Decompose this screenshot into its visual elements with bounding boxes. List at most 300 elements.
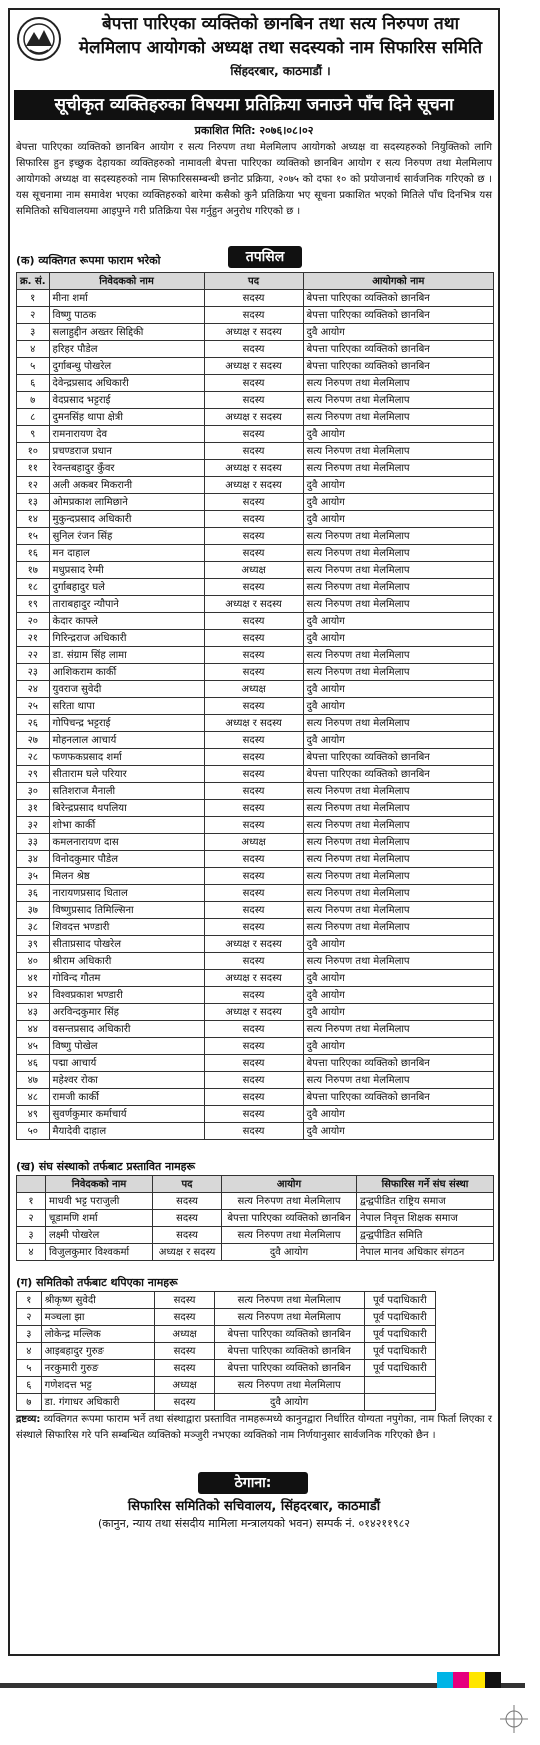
table-cell: सदस्य	[155, 1343, 214, 1360]
table-cell: मोहनलाल आचार्य	[49, 732, 204, 749]
table-row	[17, 545, 494, 562]
table-cell: बेपत्ता पारिएका व्यक्तिको छानबिन	[303, 1055, 493, 1072]
registration-mark-icon	[500, 1705, 528, 1733]
col-commission: आयोग	[222, 1176, 357, 1193]
table-cell: बेपत्ता पारिएका व्यक्तिको छानबिन	[214, 1326, 364, 1343]
table-cell: सत्य निरुपण तथा मेलमिलाप	[303, 953, 493, 970]
table-cell: हरिहर पौडेल	[49, 341, 204, 358]
table-cell: अध्यक्ष	[155, 1326, 214, 1343]
table-cell: सुवर्णकुमार कर्माचार्य	[49, 1106, 204, 1123]
table-row	[17, 511, 494, 528]
table-cell: शोभा कार्की	[49, 817, 204, 834]
table-cell: लक्ष्मी पोखरेल	[46, 1227, 153, 1244]
table-cell: रेवन्तबहादुर कुँवर	[49, 460, 204, 477]
table-cell: मञ्चला झा	[41, 1309, 155, 1326]
table-cell: अध्यक्ष	[204, 834, 303, 851]
table-cell: युवराज सुवेदी	[49, 681, 204, 698]
table-cell: अध्यक्ष र सदस्य	[153, 1244, 222, 1261]
table-row	[17, 1106, 494, 1123]
table-cell: सदस्य	[204, 1123, 303, 1140]
nepal-emblem-icon	[16, 16, 62, 62]
table-cell: २९	[17, 766, 50, 783]
table-row	[17, 749, 494, 766]
table-cell: पूर्व पदाधिकारी	[364, 1309, 435, 1326]
table-cell: मुकुन्दप्रसाद अधिकारी	[49, 511, 204, 528]
table-cell: ५	[17, 358, 50, 375]
table-row	[17, 834, 494, 851]
table-cell	[364, 1394, 435, 1411]
table-cell: दुवै आयोग	[214, 1394, 364, 1411]
table-cell: फणफकप्रसाद शर्मा	[49, 749, 204, 766]
table-cell: ९	[17, 426, 50, 443]
section-b-label: (ख) संघ संस्थाको तर्फबाट प्रस्तावित नामहरू	[16, 1160, 196, 1173]
table-cell: २१	[17, 630, 50, 647]
table-cell: अली अकबर मिकरानी	[49, 477, 204, 494]
table-cell: विश्वप्रकाश भण्डारी	[49, 987, 204, 1004]
table-row	[17, 1394, 436, 1411]
table-cell: सदस्य	[204, 953, 303, 970]
table-cell: सत्य निरुपण तथा मेलमिलाप	[303, 647, 493, 664]
col-organization: सिफारिस गर्ने संघ संस्था	[357, 1176, 494, 1193]
table-cell: ३४	[17, 851, 50, 868]
table-cell: सदस्य	[204, 919, 303, 936]
table-cell: डा. संग्राम सिंह लामा	[49, 647, 204, 664]
table-cell: गोपिचन्द्र भट्टराई	[49, 715, 204, 732]
table-cell: दुवै आयोग	[303, 613, 493, 630]
table-cell: सदस्य	[204, 1072, 303, 1089]
table-row	[17, 1055, 494, 1072]
table-row	[17, 902, 494, 919]
table-cell: सदस्य	[204, 494, 303, 511]
table-cell: ३९	[17, 936, 50, 953]
committee-title-line1: बेपत्ता पारिएका व्यक्तिको छानबिन तथा सत्य निरुपण तथा	[102, 14, 459, 34]
table-cell: सदस्य	[204, 817, 303, 834]
table-cell: सत्य निरुपण तथा मेलमिलाप	[303, 392, 493, 409]
table-cell: लोकेन्द्र मल्लिक	[41, 1326, 155, 1343]
table-cell: अध्यक्ष	[155, 1377, 214, 1394]
color-swatch	[453, 1672, 469, 1688]
table-cell: अरविन्दकुमार सिंह	[49, 1004, 204, 1021]
table-cell: ४	[17, 341, 50, 358]
table-cell: पूर्व पदाधिकारी	[364, 1326, 435, 1343]
table-cell: सत्य निरुपण तथा मेलमिलाप	[303, 664, 493, 681]
table-cell: गिरिन्द्रराज अधिकारी	[49, 630, 204, 647]
table-cell: विजुलकुमार विश्वकर्मा	[46, 1244, 153, 1261]
table-cell: केदार काफ्ले	[49, 613, 204, 630]
table-cell: २४	[17, 681, 50, 698]
table-cell: अध्यक्ष र सदस्य	[204, 460, 303, 477]
table-cell: दुवै आयोग	[303, 426, 493, 443]
table-cell: दुवै आयोग	[303, 1106, 493, 1123]
table-cell: सत्य निरुपण तथा मेलमिलाप	[222, 1227, 357, 1244]
table-cell: २	[17, 1210, 46, 1227]
table-row	[17, 460, 494, 477]
table-cell: ६	[17, 1377, 42, 1394]
table-cell: ताराबहादुर न्यौपाने	[49, 596, 204, 613]
table-row	[17, 1360, 436, 1377]
table-cell: अध्यक्ष र सदस्य	[204, 596, 303, 613]
table-cell: वसन्तप्रसाद अधिकारी	[49, 1021, 204, 1038]
table-cell: ३०	[17, 783, 50, 800]
table-cell: २०	[17, 613, 50, 630]
table-cell: सत्य निरुपण तथा मेलमिलाप	[303, 783, 493, 800]
table-cell: बेपत्ता पारिएका व्यक्तिको छानबिन	[222, 1210, 357, 1227]
table-cell: दुवै आयोग	[303, 1004, 493, 1021]
table-row	[17, 647, 494, 664]
table-cell: सुनिल रंजन सिंह	[49, 528, 204, 545]
table-cell: सत्य निरुपण तथा मेलमिलाप	[303, 528, 493, 545]
table-cell: रामजी कार्की	[49, 1089, 204, 1106]
table-row	[17, 936, 494, 953]
table-cell: सदस्य	[204, 868, 303, 885]
table-cell: पूर्व पदाधिकारी	[364, 1292, 435, 1309]
table-cell: बेपत्ता पारिएका व्यक्तिको छानबिन	[214, 1360, 364, 1377]
table-cell: द्वन्द्वपीडित राष्ट्रिय समाज	[357, 1193, 494, 1210]
table-cell: अध्यक्ष र सदस्य	[204, 358, 303, 375]
table-cell: सदस्य	[155, 1309, 214, 1326]
table-cell: ४९	[17, 1106, 50, 1123]
table-cell: ४१	[17, 970, 50, 987]
table-cell: २५	[17, 698, 50, 715]
table-cell: अध्यक्ष र सदस्य	[204, 477, 303, 494]
table-cell: ४०	[17, 953, 50, 970]
table-cell: ३	[17, 1227, 46, 1244]
table-row	[17, 596, 494, 613]
table-cell: सदस्य	[204, 290, 303, 307]
table-cell: अध्यक्ष र सदस्य	[204, 409, 303, 426]
table-cell: ३५	[17, 868, 50, 885]
tapsil-badge: तपसिल	[228, 246, 302, 268]
table-cell: बेपत्ता पारिएका व्यक्तिको छानबिन	[303, 358, 493, 375]
table-cell: नेपाल मानव अधिकार संगठन	[357, 1244, 494, 1261]
table-cell: सत्य निरुपण तथा मेलमिलाप	[303, 851, 493, 868]
table-cell: प्रचण्डराज प्रधान	[49, 443, 204, 460]
table-cell: सत्य निरुपण तथा मेलमिलाप	[303, 868, 493, 885]
table-row	[17, 1377, 436, 1394]
table-cell: ४	[17, 1343, 42, 1360]
table-cell: दुवै आयोग	[303, 987, 493, 1004]
table-cell: सदस्य	[204, 800, 303, 817]
table-cell: सदस्य	[155, 1292, 214, 1309]
table-cell: बेपत्ता पारिएका व्यक्तिको छानबिन	[303, 766, 493, 783]
table-cell: ११	[17, 460, 50, 477]
table-cell: सत्य निरुपण तथा मेलमिलाप	[303, 1021, 493, 1038]
table-row	[17, 953, 494, 970]
table-cell: २६	[17, 715, 50, 732]
table-cell: पद्मा आचार्य	[49, 1055, 204, 1072]
table-cell: सदस्य	[204, 1089, 303, 1106]
table-cell: सदस्य	[204, 630, 303, 647]
table-cell: पूर्व पदाधिकारी	[364, 1360, 435, 1377]
table-cell: सदस्य	[204, 664, 303, 681]
table-cell: ५	[17, 1360, 42, 1377]
table-cell: बेपत्ता पारिएका व्यक्तिको छानबिन	[303, 341, 493, 358]
table-cell: विष्णु पोखेल	[49, 1038, 204, 1055]
table-cell: वेदप्रसाद भट्टराई	[49, 392, 204, 409]
table-row	[17, 375, 494, 392]
table-cell: सीताप्रसाद पोखरेल	[49, 936, 204, 953]
table-cell: १६	[17, 545, 50, 562]
table-cell: २	[17, 1309, 42, 1326]
table-cell: बेपत्ता पारिएका व्यक्तिको छानबिन	[303, 1089, 493, 1106]
table-row	[17, 783, 494, 800]
section-a-table	[16, 272, 494, 1140]
table-cell: सत्य निरुपण तथा मेलमिलाप	[303, 375, 493, 392]
table-cell: सलाहुद्दीन अख्तर सिद्दिकी	[49, 324, 204, 341]
table-cell: १०	[17, 443, 50, 460]
table-row	[17, 1193, 494, 1210]
table-cell: नारायणप्रसाद धिताल	[49, 885, 204, 902]
table-cell: सदस्य	[204, 528, 303, 545]
table-cell: ३८	[17, 919, 50, 936]
table-cell: दुर्गाबहादुर घले	[49, 579, 204, 596]
table-cell: ३२	[17, 817, 50, 834]
table-cell: २८	[17, 749, 50, 766]
table-cell: सदस्य	[204, 1055, 303, 1072]
table-cell: सत्य निरुपण तथा मेलमिलाप	[303, 817, 493, 834]
notice-header	[10, 10, 498, 92]
section-a-label: (क) व्यक्तिगत रूपमा फाराम भरेको	[16, 254, 161, 267]
table-row	[17, 1309, 436, 1326]
table-cell: मन दाहाल	[49, 545, 204, 562]
table-row	[17, 307, 494, 324]
table-row	[17, 715, 494, 732]
table-cell: अध्यक्ष र सदस्य	[204, 715, 303, 732]
table-cell: १९	[17, 596, 50, 613]
table-row	[17, 868, 494, 885]
notice-page	[8, 8, 500, 1656]
table-cell: ४८	[17, 1089, 50, 1106]
table-cell: सदस्य	[204, 579, 303, 596]
table-cell: ५०	[17, 1123, 50, 1140]
table-cell: सदस्य	[153, 1227, 222, 1244]
table-cell: दुमनसिंह थापा क्षेत्री	[49, 409, 204, 426]
table-row	[17, 698, 494, 715]
table-cell: सदस्य	[204, 987, 303, 1004]
col-name: निवेदकको नाम	[46, 1176, 153, 1193]
table-cell: मीना शर्मा	[49, 290, 204, 307]
table-row	[17, 290, 494, 307]
table-cell: सत्य निरुपण तथा मेलमिलाप	[214, 1309, 364, 1326]
table-cell: अध्यक्ष र सदस्य	[204, 936, 303, 953]
table-cell: विष्णु पाठक	[49, 307, 204, 324]
table-cell: सत्य निरुपण तथा मेलमिलाप	[303, 902, 493, 919]
table-row	[17, 1038, 494, 1055]
col-post: पद	[153, 1176, 222, 1193]
table-row	[17, 409, 494, 426]
table-row	[17, 1292, 436, 1309]
table-cell: सदस्य	[204, 341, 303, 358]
table-cell: ३६	[17, 885, 50, 902]
table-cell: १३	[17, 494, 50, 511]
table-row	[17, 664, 494, 681]
note-text: व्यक्तिगत रूपमा फाराम भर्ने तथा संस्थाद्वारा प्रस्तावित नामहरूमध्ये कानुनद्वारा निर्धारित योग्यता नपुगेका, नाम फिर्ता लिएका र संस्थाले सिफारिस गरे पनि सम्बन्धित व्यक्तिको मञ्जुरी नभएका व्यक्तिको नाम निर्णयानुसार सार्वजनिक गरिएको छैन ।	[16, 1414, 493, 1441]
table-cell: गणेशदत्त भट्ट	[41, 1377, 155, 1394]
table-cell: डा. गंगाधर अधिकारी	[41, 1394, 155, 1411]
table-cell: ४३	[17, 1004, 50, 1021]
table-row	[17, 851, 494, 868]
table-row	[17, 732, 494, 749]
col-serial: क्र. सं.	[17, 273, 50, 290]
table-cell: श्रीकृष्ण सुवेदी	[41, 1292, 155, 1309]
table-cell: १४	[17, 511, 50, 528]
table-cell: सतिशराज मैनाली	[49, 783, 204, 800]
address-line2: (कानुन, न्याय तथा संसदीय मामिला मन्त्रालयको भवन) सम्पर्क नं. ०१४२११९८२	[97, 1517, 411, 1530]
table-cell: अध्यक्ष र सदस्य	[204, 970, 303, 987]
table-cell: दुवै आयोग	[303, 1123, 493, 1140]
table-cell: पूर्व पदाधिकारी	[364, 1343, 435, 1360]
table-cell: सदस्य	[204, 1021, 303, 1038]
table-row	[17, 1227, 494, 1244]
table-cell: अध्यक्ष र सदस्य	[204, 1004, 303, 1021]
section-b-table	[16, 1175, 494, 1261]
table-row	[17, 1343, 436, 1360]
note-label: द्रष्टव्य:	[16, 1414, 41, 1425]
table-cell: ३	[17, 1326, 42, 1343]
table-cell: दुवै आयोग	[303, 324, 493, 341]
table-cell: माधवी भट्ट पराजुली	[46, 1193, 153, 1210]
table-cell: सदस्य	[204, 375, 303, 392]
table-cell: बेपत्ता पारिएका व्यक्तिको छानबिन	[303, 307, 493, 324]
table-cell: कमलनारायण दास	[49, 834, 204, 851]
table-cell: ६	[17, 375, 50, 392]
table-cell: गोविन्द गौतम	[49, 970, 204, 987]
table-cell: दुवै आयोग	[303, 477, 493, 494]
table-row	[17, 392, 494, 409]
table-cell: अध्यक्ष	[204, 681, 303, 698]
table-cell: ७	[17, 1394, 42, 1411]
table-cell: दुवै आयोग	[222, 1244, 357, 1261]
table-row	[17, 1004, 494, 1021]
table-cell: विष्णुप्रसाद तिमिल्सिना	[49, 902, 204, 919]
table-row	[17, 630, 494, 647]
table-cell: सत्य निरुपण तथा मेलमिलाप	[303, 409, 493, 426]
table-cell: सत्य निरुपण तथा मेलमिलाप	[303, 1072, 493, 1089]
table-cell: शिवदत्त भण्डारी	[49, 919, 204, 936]
table-cell: अध्यक्ष र सदस्य	[204, 324, 303, 341]
table-cell: दुवै आयोग	[303, 970, 493, 987]
table-cell: १२	[17, 477, 50, 494]
table-cell: सत्य निरुपण तथा मेलमिलाप	[303, 545, 493, 562]
table-cell: सदस्य	[204, 1038, 303, 1055]
notice-banner: सूचीकृत व्यक्तिहरुका विषयमा प्रतिक्रिया जनाउने पाँच दिने सूचना	[14, 90, 494, 120]
table-cell: सत्य निरुपण तथा मेलमिलाप	[303, 460, 493, 477]
intro-paragraph: बेपत्ता पारिएका व्यक्तिको छानबिन आयोग र सत्य निरुपण तथा मेलमिलाप आयोगको अध्यक्ष वा सदस्यहरुको नियुक्तिको लागि सिफारिस हुन इच्छुक देहायका व्यक्तिहरुको नामावली बेपत्ता पारिएका व्यक्तिको छानबिन आयोग र सत्य निरुपण तथा मेलमिलाप आयोगको अध्यक्ष वा सदस्यहरुको नाम सिफारिससम्बन्धी छनोट प्रक्रिया, २०७५ को दफा १० को प्रयोजनार्थ सार्वजनिक गरिएको छ । यस सूचनामा नाम समावेश भएका व्यक्तिहरुको बारेमा कसैको कुनै प्रतिक्रिया भए सूचना प्रकाशित भएको मितिले पाँच दिनभित्र यस समितिको सचिवालयमा आइपुग्ने गरी प्रतिक्रिया पेस गर्नुहुन अनुरोध गरिएको छ ।	[16, 142, 492, 217]
table-cell: आइबहादुर गुरुङ	[41, 1343, 155, 1360]
published-date: प्रकाशित मिति: २०७६।०८।०२	[194, 124, 314, 137]
table-cell: सदस्य	[204, 851, 303, 868]
table-cell: दुवै आयोग	[303, 511, 493, 528]
table-cell: सत्य निरुपण तथा मेलमिलाप	[214, 1377, 364, 1394]
table-row	[17, 528, 494, 545]
table-cell: सदस्य	[204, 783, 303, 800]
table-cell: नरकुमारी गुरुङ	[41, 1360, 155, 1377]
table-row	[17, 1089, 494, 1106]
table-cell: सदस्य	[204, 885, 303, 902]
address-heading: ठेगाना:	[198, 1472, 308, 1494]
table-row	[17, 1326, 436, 1343]
col-serial	[17, 1176, 46, 1193]
table-cell: ३३	[17, 834, 50, 851]
col-commission: आयोगको नाम	[303, 273, 493, 290]
committee-address: सिंहदरबार, काठमाडौं ।	[230, 64, 331, 78]
table-cell: २७	[17, 732, 50, 749]
table-row	[17, 766, 494, 783]
table-row	[17, 613, 494, 630]
table-cell: सदस्य	[204, 749, 303, 766]
table-row	[17, 1072, 494, 1089]
table-cell: १५	[17, 528, 50, 545]
table-cell: १	[17, 1292, 42, 1309]
table-cell: बेपत्ता पारिएका व्यक्तिको छानबिन	[214, 1343, 364, 1360]
table-cell: दुवै आयोग	[303, 494, 493, 511]
table-cell: ४७	[17, 1072, 50, 1089]
table-cell: सत्य निरुपण तथा मेलमिलाप	[303, 919, 493, 936]
table-cell: सत्य निरुपण तथा मेलमिलाप	[222, 1193, 357, 1210]
table-row	[17, 1210, 494, 1227]
table-row	[17, 341, 494, 358]
table-cell: १८	[17, 579, 50, 596]
table-row	[17, 987, 494, 1004]
table-cell: ४२	[17, 987, 50, 1004]
table-row	[17, 562, 494, 579]
table-row	[17, 324, 494, 341]
table-cell: आशिकराम कार्की	[49, 664, 204, 681]
table-cell: सत्य निरुपण तथा मेलमिलाप	[303, 834, 493, 851]
table-cell: सदस्य	[204, 698, 303, 715]
table-cell: मैयादेवी दाहाल	[49, 1123, 204, 1140]
table-cell: १	[17, 290, 50, 307]
table-row	[17, 579, 494, 596]
table-cell: महेश्वर रोका	[49, 1072, 204, 1089]
table-row	[17, 1244, 494, 1261]
note-paragraph	[16, 1412, 492, 1444]
table-cell: सीताराम घले परियार	[49, 766, 204, 783]
color-swatch	[485, 1672, 501, 1688]
table-cell: बेपत्ता पारिएका व्यक्तिको छानबिन	[303, 749, 493, 766]
table-cell: सदस्य	[204, 426, 303, 443]
table-row	[17, 885, 494, 902]
table-cell: ७	[17, 392, 50, 409]
table-cell: सदस्य	[204, 613, 303, 630]
table-cell: सदस्य	[204, 392, 303, 409]
table-cell: २३	[17, 664, 50, 681]
table-cell: २२	[17, 647, 50, 664]
committee-title-line2: मेलमिलाप आयोगको अध्यक्ष तथा सदस्यको नाम सिफारिस समिति	[78, 38, 483, 58]
table-cell: ४४	[17, 1021, 50, 1038]
table-cell: दुवै आयोग	[303, 732, 493, 749]
table-row	[17, 817, 494, 834]
table-cell: विनोदकुमार पौडेल	[49, 851, 204, 868]
table-cell: सत्य निरुपण तथा मेलमिलाप	[303, 443, 493, 460]
table-cell: सरिता थापा	[49, 698, 204, 715]
table-cell: सत्य निरुपण तथा मेलमिलाप	[303, 596, 493, 613]
table-cell: सदस्य	[204, 902, 303, 919]
col-name: निवेदकको नाम	[49, 273, 204, 290]
table-cell: सत्य निरुपण तथा मेलमिलाप	[303, 579, 493, 596]
table-row	[17, 494, 494, 511]
table-cell: सदस्य	[204, 647, 303, 664]
table-cell: सदस्य	[204, 1106, 303, 1123]
section-c-label: (ग) समितिको तर्फबाट थपिएका नामहरू	[16, 1276, 178, 1289]
table-cell: सदस्य	[204, 732, 303, 749]
table-cell: सत्य निरुपण तथा मेलमिलाप	[303, 885, 493, 902]
table-cell: नेपाल निवृत्त शिक्षक समाज	[357, 1210, 494, 1227]
table-cell: ४६	[17, 1055, 50, 1072]
table-cell: द्वन्द्वपीडित समिति	[357, 1227, 494, 1244]
table-cell: सदस्य	[155, 1394, 214, 1411]
table-row	[17, 1021, 494, 1038]
